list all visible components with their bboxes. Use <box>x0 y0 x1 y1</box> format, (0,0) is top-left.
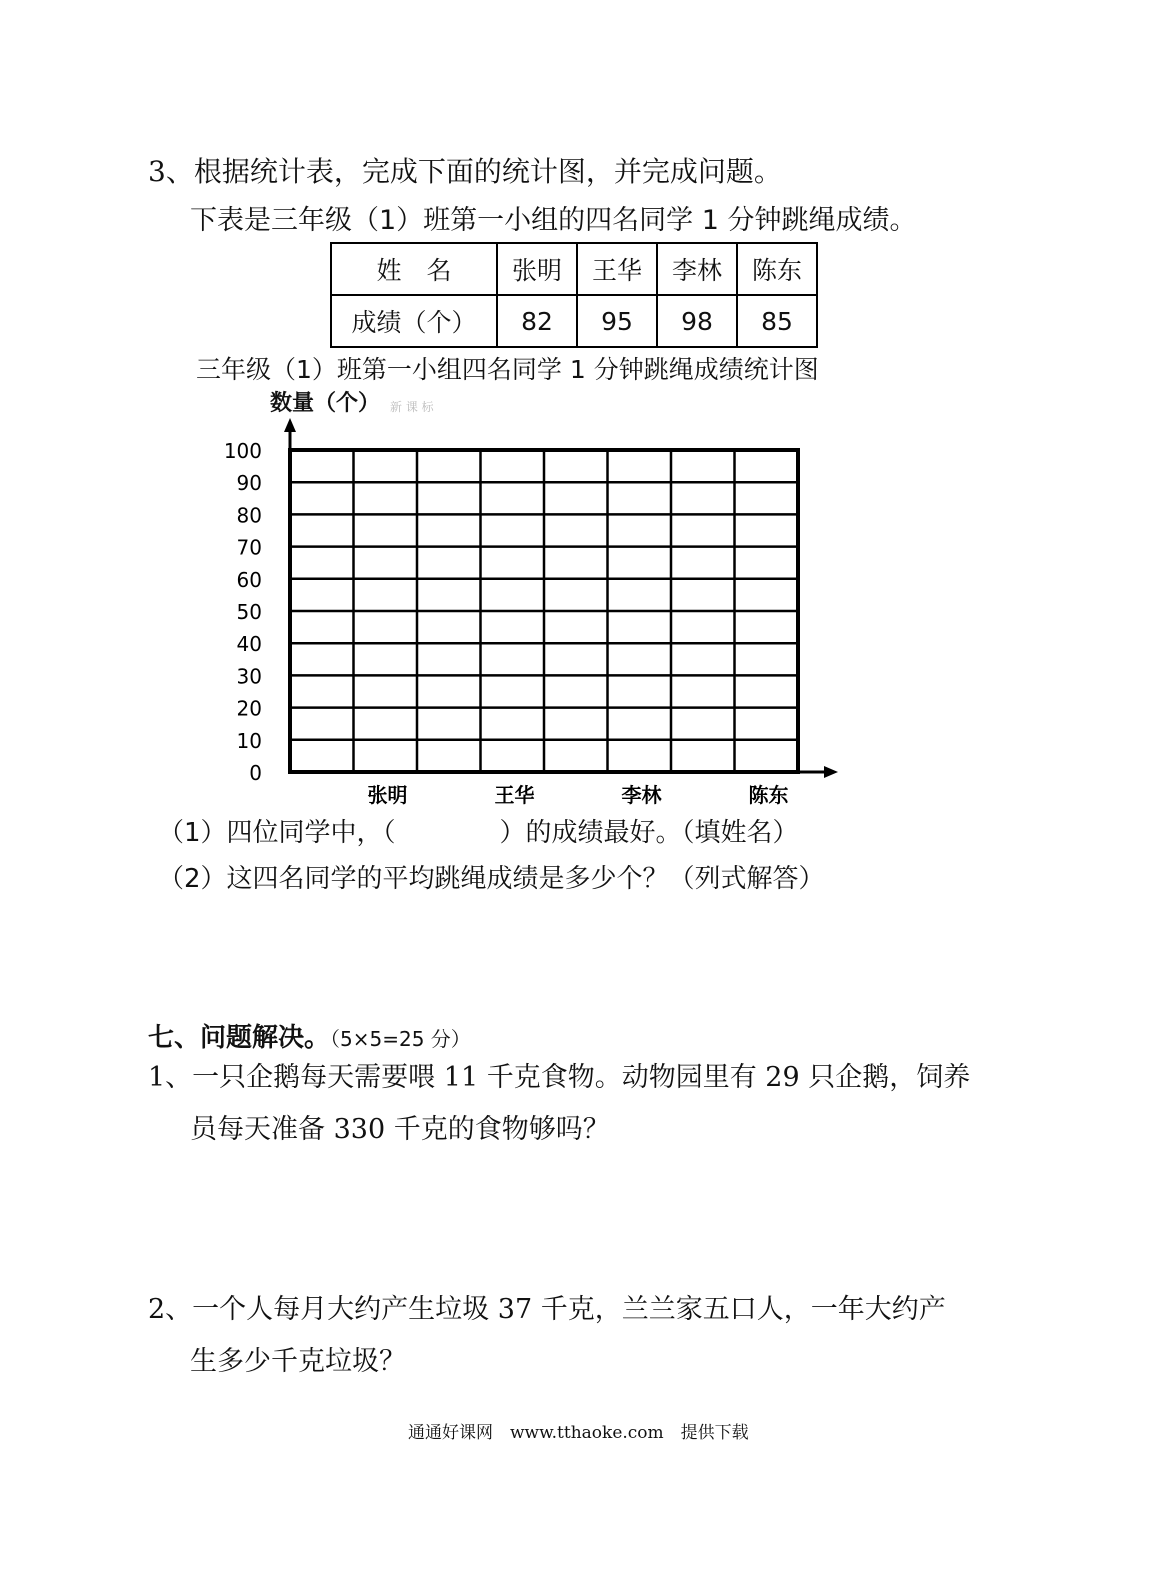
y-tick-label: 100 <box>223 439 262 463</box>
problem-1 <box>148 1052 970 1156</box>
section-7-title: 七、问题解决。 <box>148 1023 331 1053</box>
y-tick-label: 20 <box>236 696 262 721</box>
y-tick-label: 30 <box>236 664 262 689</box>
y-tick-label: 50 <box>236 600 262 624</box>
y-tick-label: 40 <box>236 632 262 657</box>
x-category-label: 王华 <box>494 783 535 807</box>
footer-text: 通通好课网 www.tthaoke.com 提供下载 <box>408 1423 749 1443</box>
chart-title: 三年级（1）班第一小组四名同学 1 分钟跳绳成绩统计图 <box>196 355 819 384</box>
table-header-cell: 姓 名 <box>331 243 497 295</box>
watermark: 新 课 标 <box>390 400 434 414</box>
y-tick-label: 80 <box>236 503 262 528</box>
y-tick-label: 90 <box>236 471 262 496</box>
y-axis-arrow-icon <box>284 418 296 432</box>
problem-2 <box>148 1284 946 1388</box>
problem-1-line-1: 1、一只企鹅每天需要喂 11 千克食物。动物园里有 29 只企鹅，饲养 <box>148 1062 971 1093</box>
table-header-cell: 陈东 <box>737 243 817 295</box>
problem-2-line-1: 2、一个人每月大约产生垃圾 37 千克，兰兰家五口人，一年大约产 <box>148 1294 946 1325</box>
table-header-cell: 李林 <box>657 243 737 295</box>
table-cell: 成绩（个） <box>331 295 497 347</box>
table-cell: 98 <box>657 295 737 347</box>
x-category-label: 张明 <box>367 783 408 807</box>
table-header-cell: 张明 <box>497 243 577 295</box>
y-tick-label: 70 <box>236 535 262 560</box>
y-tick-label: 60 <box>236 567 262 592</box>
x-category-label: 陈东 <box>748 783 789 807</box>
table-header-cell: 王华 <box>577 243 657 295</box>
y-tick-label: 0 <box>249 761 262 785</box>
question-3-intro: 下表是三年级（1）班第一小组的四名同学 1 分钟跳绳成绩。 <box>190 205 917 236</box>
section-7-heading <box>148 1017 471 1054</box>
x-category-label: 李林 <box>621 783 662 807</box>
question-3-title: 3、根据统计表，完成下面的统计图，并完成问题。 <box>148 155 782 188</box>
problem-2-line-2: 生多少千克垃圾？ <box>190 1346 406 1377</box>
subquestion-1: （1）四位同学中，（ ）的成绩最好。（填姓名） <box>158 818 799 848</box>
y-tick-label: 10 <box>236 728 262 753</box>
x-axis-arrow-icon <box>824 766 838 778</box>
table-cell: 85 <box>737 295 817 347</box>
table-cell: 95 <box>577 295 657 347</box>
subquestion-2: （2）这四名同学的平均跳绳成绩是多少个？（列式解答） <box>158 864 825 894</box>
table-cell: 82 <box>497 295 577 347</box>
y-axis-label: 数量（个） <box>270 391 381 416</box>
section-7-score: （5×5=25 分） <box>330 1027 471 1051</box>
problem-1-line-2: 员每天准备 330 千克的食物够吗？ <box>190 1114 610 1145</box>
